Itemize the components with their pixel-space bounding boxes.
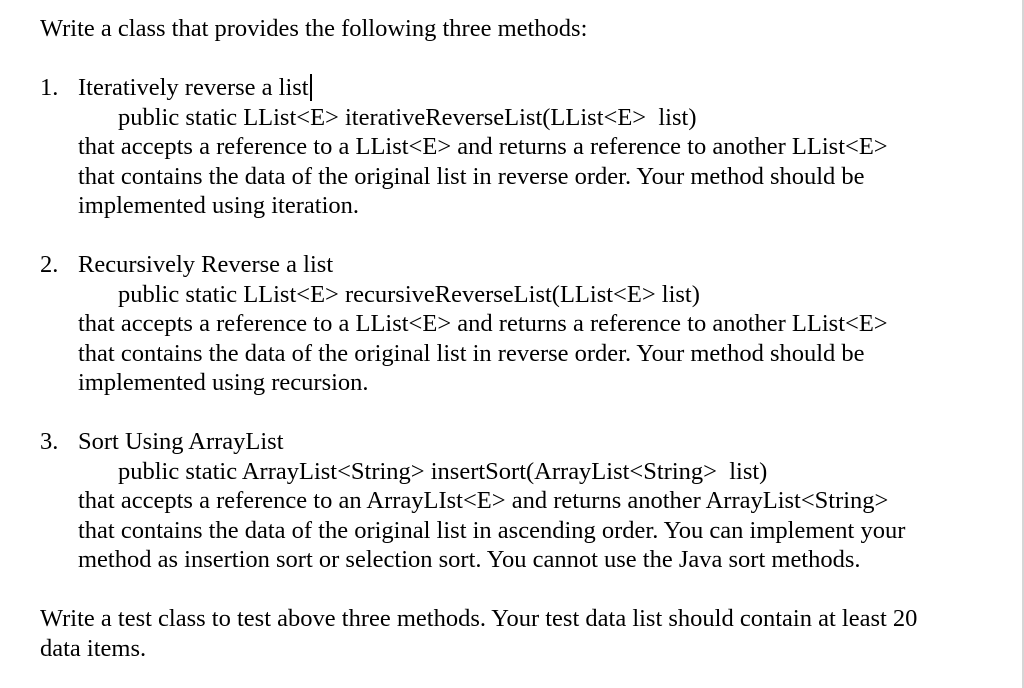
item-number: 3. bbox=[40, 428, 59, 455]
item-title-text: Iteratively reverse a list bbox=[78, 74, 309, 101]
closing-line: Write a test class to test above three methods. Your test data list should contain at least 20 bbox=[40, 605, 918, 632]
description-line: that accepts a reference to a LList<E> and returns a reference to another LList<E> bbox=[78, 133, 888, 160]
method-signature: public static ArrayList<String> insertSort(ArrayList<String> list) bbox=[118, 457, 768, 485]
description-line: that accepts a reference to an ArrayLIst<E> and returns another ArrayList<String> bbox=[78, 487, 889, 514]
method-item-1 bbox=[40, 73, 1000, 221]
document-body[interactable] bbox=[40, 14, 1000, 663]
item-title bbox=[40, 250, 1000, 280]
item-number: 2. bbox=[40, 251, 59, 278]
item-title-text: Recursively Reverse a list bbox=[78, 251, 334, 278]
description-line: implemented using iteration. bbox=[78, 192, 360, 219]
text-cursor bbox=[310, 74, 312, 101]
closing-line: data items. bbox=[40, 634, 147, 662]
description-line: that contains the data of the original list in reverse order. Your method should be bbox=[78, 339, 865, 367]
method-signature: public static LList<E> iterativeReverseList(LList<E> list) bbox=[118, 103, 697, 131]
description-line: that accepts a reference to a LList<E> and returns a reference to another LList<E> bbox=[78, 310, 888, 337]
method-description bbox=[40, 132, 1000, 221]
method-signature: public static LList<E> recursiveReverseList(LList<E> list) bbox=[118, 280, 700, 308]
description-line: method as insertion sort or selection sort. You cannot use the Java sort methods. bbox=[78, 546, 861, 573]
method-description bbox=[40, 486, 1000, 575]
intro-paragraph: Write a class that provides the following three methods: bbox=[40, 15, 588, 42]
method-item-2 bbox=[40, 250, 1000, 398]
item-number: 1. bbox=[40, 74, 59, 101]
method-item-3 bbox=[40, 427, 1000, 575]
description-line: that contains the data of the original list in reverse order. Your method should be bbox=[78, 162, 865, 190]
item-title-text: Sort Using ArrayList bbox=[78, 428, 284, 455]
description-line: that contains the data of the original list in ascending order. You can implement your bbox=[78, 516, 906, 544]
method-description bbox=[40, 309, 1000, 398]
item-title bbox=[40, 427, 1000, 457]
description-line: implemented using recursion. bbox=[78, 369, 369, 396]
item-title bbox=[40, 73, 1000, 103]
closing-paragraph bbox=[40, 604, 1000, 663]
